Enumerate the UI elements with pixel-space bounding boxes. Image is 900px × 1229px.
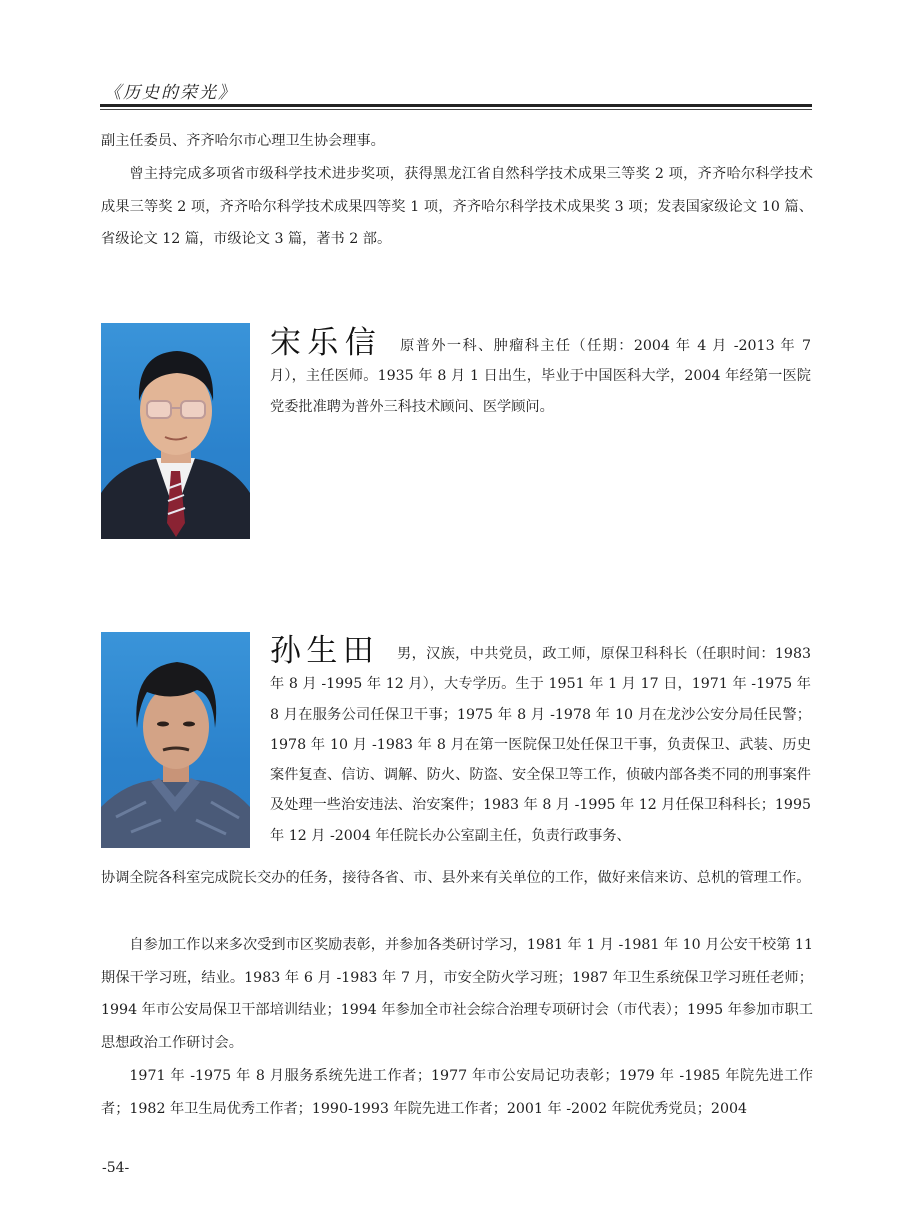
intro-paragraph: 曾主持完成多项省市级科学技术进步奖项，获得黑龙江省自然科学技术成果三等奖 2 项，齐齐哈尔科学技术成果三等奖 2 项，齐齐哈尔科学技术成果四等奖 1 项，齐齐哈尔科学技术成果奖 3 项；发表国家级论文 10 篇、省级论文 12 篇，市级论文 3 篇，著书 2 部。 (101, 166, 813, 247)
profile-name: 孙生田 (270, 633, 380, 669)
profile-honors-paragraph: 1971 年 -1975 年 8 月服务系统先进工作者；1977 年市公安局记功表彰；1979 年 -1985 年院先进工作者；1982 年卫生局优秀工作者；1990-1993 年院先进工作者；2001 年 -2002 年院优秀党员；2004 (101, 1068, 813, 1117)
header-rule-thin (100, 109, 812, 110)
profile-bio-song-lexin (270, 325, 811, 422)
profile-name: 宋乐信 (270, 325, 383, 361)
portrait-photo-sun-shengtian (101, 632, 250, 848)
running-header-title: 《历史的荣光》 (104, 83, 237, 103)
header-rule-thick (100, 104, 812, 107)
portrait-photo-song-lexin (101, 323, 250, 539)
profile-bio-text: 男，汉族，中共党员，政工师，原保卫科科长（任职时间：1983 年 8 月 -1995 年 12 月），大专学历。生于 1951 年 1 月 17 日，1971 年 -1975 年 8 月在服务公司任保卫干事；1975 年 8 月 -1978 年 10 月在龙沙公安分局任民警；1978 年 10 月 -1983 年 8 月在第一医院保卫处任保卫干事，负责保卫、武装、历史案件复查、信访、调解、防火、防盗、安全保卫等工作，侦破内部各类不同的刑事案件及处理一些治安违法、治安案件；1983 年 8 月 -1995 年 12 月任保卫科科长；1995 年 12 月 -2004 年任院长办公室副主任，负责行政事务、 (270, 646, 812, 844)
profile-bio-sun-shengtian (270, 633, 812, 851)
profile-bio-continued: 协调全院各科室完成院长交办的任务，接待各省、市、县外来有关单位的工作，做好来信来访、总机的管理工作。 (101, 870, 811, 886)
profile-bio-text: 原普外一科、肿瘤科主任（任期：2004 年 4 月 -2013 年 7 月），主任医师。1935 年 8 月 1 日出生，毕业于中国医科大学，2004 年经第一医院党委批准聘为普外三科技术顾问、医学顾问。 (270, 338, 811, 415)
page-number: -54- (102, 1160, 130, 1176)
intro-line: 副主任委员、齐齐哈尔市心理卫生协会理事。 (101, 133, 385, 149)
profile-awards-paragraph: 自参加工作以来多次受到市区奖励表彰，并参加各类研讨学习，1981 年 1 月 -1981 年 10 月公安干校第 11 期保干学习班，结业。1983 年 6 月 -1983 年 7 月，市安全防火学习班；1987 年卫生系统保卫学习班任老师；1994 年市公安局保卫干部培训结业；1994 年参加全市社会综合治理专项研讨会（市代表）；1995 年参加市职工思想政治工作研讨会。 (101, 937, 813, 1051)
